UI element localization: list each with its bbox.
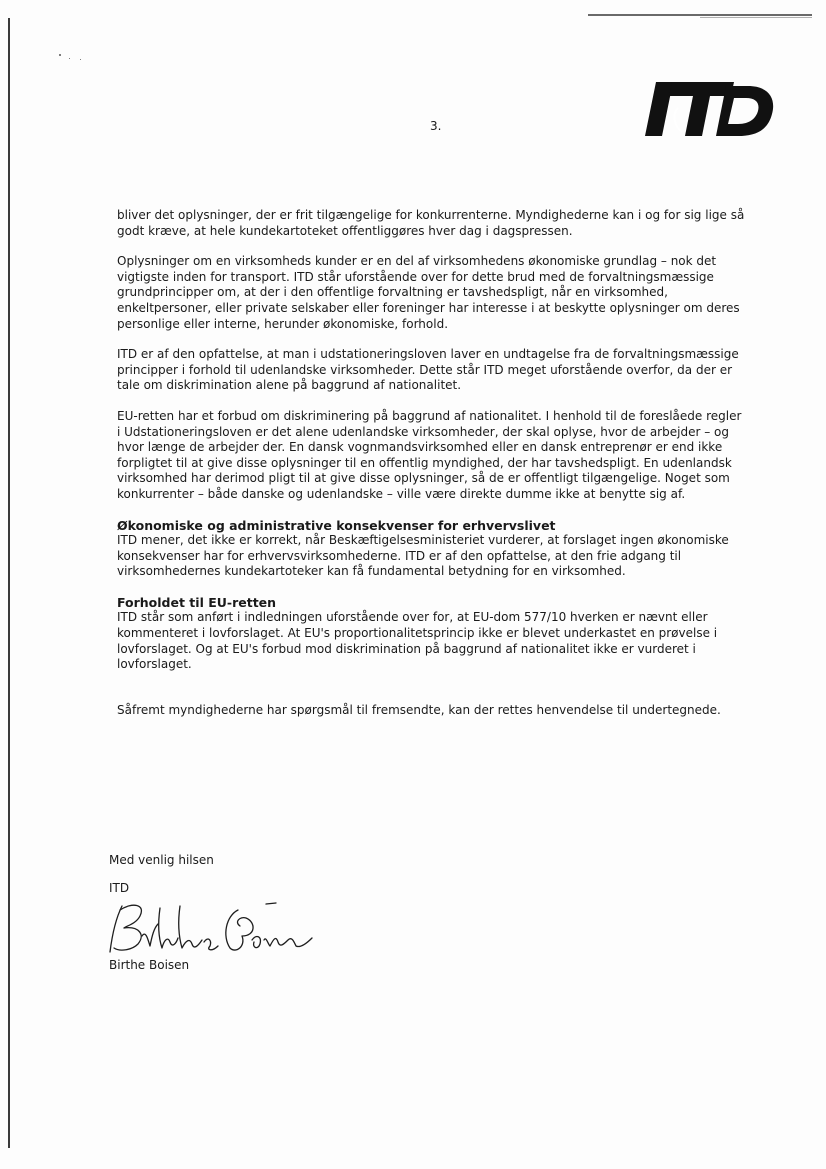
paragraph: EU-retten har et forbud om diskriminering på baggrund af nationalitet. I henhold til de foreslåede regler i Udstationeringsloven er det alene udenlandske virksomheder, der skal oplyse, hvor de arbejder – og hvor længe de arbejder der. En dansk vognmandsvirksomhed eller en dansk entreprenør er end ikke forpligtet til at give disse oplysninger til en offentlig myndighed, der har tavshedspligt. En udenlandsk virksomhed har derimod pligt til at give disse oplysninger, så de er offentligt tilgængelige. Noget som konkurrenter – både danske og udenlandske – ville være direkte dumme ikke at benytte sig af. bbox=[117, 408, 742, 501]
paragraph: ITD er af den opfattelse, at man i udstationeringsloven laver en undtagelse fra de forvaltningsmæssige principper i forhold til udenlandske virksomheder. Dette står ITD meget uforstående overfor, da der er tale om diskrimination alene på baggrund af nationalitet. bbox=[117, 347, 739, 393]
paragraph: bliver det oplysninger, der er frit tilgængelige for konkurrenterne. Myndighederne kan i og for sig lige så godt kræve, at hele kundekartoteket offentliggøres hver dag i dagspressen. bbox=[117, 208, 745, 238]
page-number: 3. bbox=[430, 119, 442, 133]
scan-speck bbox=[69, 58, 70, 59]
section-text: ITD står som anført i indledningen uforstående over for, at EU-dom 577/10 hverken er nævnt eller kommenteret i lovforslaget. At EU's proportionalitetsprincip ikke er blevet underkastet en prøvelse i lovforslaget. Og at EU's forbud mod diskrimination på baggrund af nationalitet ikke er vurderet i lovforslaget. bbox=[117, 610, 718, 672]
section-heading: Økonomiske og administrative konsekvenser for erhvervslivet bbox=[117, 517, 556, 533]
handwritten-signature bbox=[106, 896, 316, 958]
organization: ITD bbox=[109, 881, 130, 895]
section-economic bbox=[117, 518, 747, 580]
itd-logo bbox=[642, 78, 778, 140]
scan-top-line bbox=[588, 14, 812, 16]
scan-speck bbox=[80, 59, 81, 60]
scan-edge-line bbox=[8, 18, 10, 1148]
signer-name: Birthe Boisen bbox=[109, 958, 190, 972]
letter-body bbox=[117, 208, 747, 733]
paragraph: Oplysninger om en virksomheds kunder er en del af virksomhedens økonomiske grundlag – nok det vigtigste inden for transport. ITD står uforstående over for dette brud med de forvaltningsmæssige grundprincipper om, at der i den offentlige forvaltning er tavshedspligt, når en virksomhed, enkeltpersoner, eller private selskaber eller foreninger har interesse i at beskytte oplysninger om deres personlige eller interne, herunder økonomiske, forhold. bbox=[117, 254, 740, 331]
closing-paragraph: Såfremt myndighederne har spørgsmål til fremsendte, kan der rettes henvendelse til undertegnede. bbox=[117, 702, 721, 717]
section-text: ITD mener, det ikke er korrekt, når Beskæftigelsesministeriet vurderer, at forslaget ingen økonomiske konsekvenser har for erhvervsvirksomhederne. ITD er af den opfattelse, at den frie adgang til virksomhedernes kundekartoteker kan få fundamental betydning for en virksomhed. bbox=[117, 533, 729, 579]
signoff: Med venlig hilsen bbox=[109, 853, 214, 867]
scan-speck bbox=[59, 54, 61, 56]
section-heading: Forholdet til EU-retten bbox=[117, 594, 277, 610]
section-eu-law bbox=[117, 595, 747, 673]
scan-top-line-faint bbox=[700, 17, 812, 18]
